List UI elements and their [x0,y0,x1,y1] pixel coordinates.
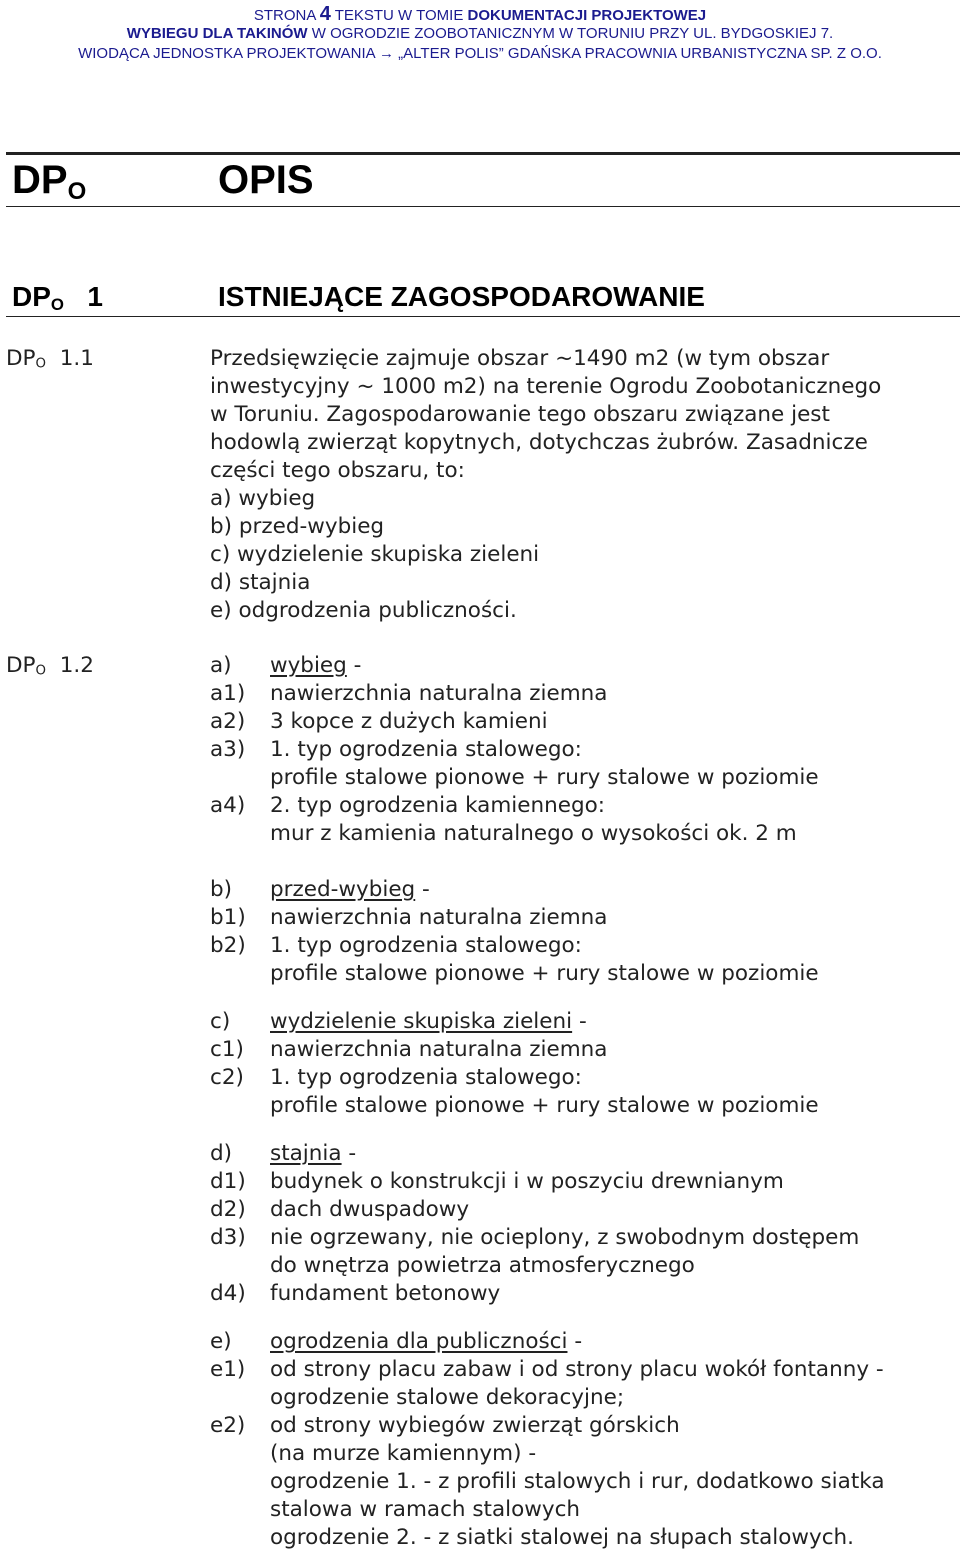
group-title: ogrodzenia dla publiczności [270,1329,568,1354]
subitem-text: 1. typ ogrodzenia stalowego: [270,933,582,958]
header-doc-title: DOKUMENTACJI PROJEKTOWEJ [467,7,707,24]
group-heading [270,1008,587,1036]
description-line: a) wybieg [210,486,316,511]
subitem-label: a2) [210,709,246,734]
subitem-text: ogrodzenie 1. - z profili stalowych i rur, dodatkowo siatka [270,1469,885,1494]
subitem-label: d1) [210,1169,246,1194]
description-line: w Toruniu. Zagospodarowanie tego obszaru związane jest [210,402,830,427]
group-title: stajnia [270,1141,342,1166]
group-label: d) [210,1141,233,1166]
subitem-label: d4) [210,1281,246,1306]
subitem-label: a4) [210,793,246,818]
subitem-text: od strony wybiegów zwierząt górskich [270,1413,680,1438]
group-heading [270,652,361,680]
subsection-code: $DP_O$ 1 [12,281,103,315]
subitem-label: b1) [210,905,246,930]
subsection-rule [6,316,960,317]
section-title: OPIS [218,158,314,202]
page-label: STRONA [253,7,316,24]
item-code-1-1: $DP_O$ 1.1 [6,346,94,372]
subitem-text: od strony placu zabaw i od strony placu wokół fontanny - [270,1357,884,1382]
group-dash: - [346,653,362,678]
running-header-line-3 [0,44,960,64]
group-dash: - [567,1329,583,1354]
header-volume-text: TEKSTU W TOMIE [334,7,464,24]
group-label: a) [210,653,232,678]
description-line: Przedsięwzięcie zajmuje obszar ~1490 m2 (w tym obszar [210,346,830,371]
subitem-text: nawierzchnia naturalna ziemna [270,1037,608,1062]
group-title: przed-wybieg [270,877,416,902]
section-code: $DP_O$ [12,158,87,205]
subitem-label: c1) [210,1037,244,1062]
subitem-text: do wnętrza powietrza atmosferycznego [270,1253,695,1278]
description-line: hodowlą zwierząt kopytnych, dotychczas żubrów. Zasadnicze [210,430,868,455]
subsection-title: ISTNIEJĄCE ZAGOSPODAROWANIE [218,281,705,312]
group-dash: - [415,877,430,902]
group-label: e) [210,1329,232,1354]
subitem-text: 1. typ ogrodzenia stalowego: [270,1065,582,1090]
description-line: c) wydzielenie skupiska zieleni [210,542,540,567]
running-header-line-1 [0,4,960,26]
subitem-label: a3) [210,737,246,762]
subitem-text: (na murze kamiennym) - [270,1441,537,1466]
arrow-icon: → [379,45,394,62]
running-header-line-2 [0,24,960,44]
group-heading [270,876,430,904]
subitem-text: fundament betonowy [270,1281,501,1306]
group-label: c) [210,1009,231,1034]
subitem-label: c2) [210,1065,244,1090]
description-line: e) odgrodzenia publiczności. [210,598,517,623]
subitem-text: ogrodzenie 2. - z siatki stalowej na słupach stalowych. [270,1525,854,1550]
group-dash: - [572,1009,587,1034]
description-line: części tego obszaru, to: [210,458,465,483]
subitem-label: d3) [210,1225,246,1250]
subitem-label: d2) [210,1197,246,1222]
page-number: 4 [319,3,331,25]
subitem-label: a1) [210,681,246,706]
group-heading [270,1140,356,1168]
subitem-text: dach dwuspadowy [270,1197,470,1222]
company-name: „ALTER POLIS” GDAŃSKA PRACOWNIA URBANISTYCZNA SP. Z O.O. [398,45,882,62]
subitem-text: ogrodzenie stalowe dekoracyjne; [270,1385,625,1410]
project-title: WYBIEGU DLA TAKINÓW [126,25,308,42]
subitem-text: mur z kamienia naturalnego o wysokości ok. 2 m [270,821,797,846]
description-line: d) stajnia [210,570,311,595]
group-label: b) [210,877,233,902]
subitem-text: 3 kopce z dużych kamieni [270,709,548,734]
subitem-text: stalowa w ramach stalowych [270,1497,581,1522]
subitem-label: e2) [210,1413,246,1438]
subitem-text: 2. typ ogrodzenia kamiennego: [270,793,605,818]
subitem-text: 1. typ ogrodzenia stalowego: [270,737,582,762]
section-bottom-rule [6,206,960,207]
subitem-text: profile stalowe pionowe + rury stalowe w poziomie [270,765,819,790]
item-code-1-2: $DP_O$ 1.2 [6,653,94,679]
subitem-text: profile stalowe pionowe + rury stalowe w poziomie [270,1093,819,1118]
group-heading [270,1328,582,1356]
subitem-text: profile stalowe pionowe + rury stalowe w poziomie [270,961,819,986]
subitem-label: e1) [210,1357,246,1382]
lead-unit-label: WIODĄCA JEDNOSTKA PROJEKTOWANIA [78,45,375,62]
project-location: W OGRODZIE ZOOBOTANICZNYM W TORUNIU PRZY UL. BYDGOSKIEJ 7. [311,25,834,42]
group-title: wydzielenie skupiska zieleni [270,1009,573,1034]
subitem-text: budynek o konstrukcji i w poszyciu drewnianym [270,1169,784,1194]
section-top-rule [6,152,960,155]
group-title: wybieg [270,653,347,678]
subitem-text: nie ogrzewany, nie ocieplony, z swobodnym dostępem [270,1225,860,1250]
subitem-text: nawierzchnia naturalna ziemna [270,905,608,930]
description-line: b) przed-wybieg [210,514,385,539]
description-line: inwestycyjny ~ 1000 m2) na terenie Ogrodu Zoobotanicznego [210,374,882,399]
subitem-label: b2) [210,933,246,958]
group-dash: - [341,1141,357,1166]
subitem-text: nawierzchnia naturalna ziemna [270,681,608,706]
